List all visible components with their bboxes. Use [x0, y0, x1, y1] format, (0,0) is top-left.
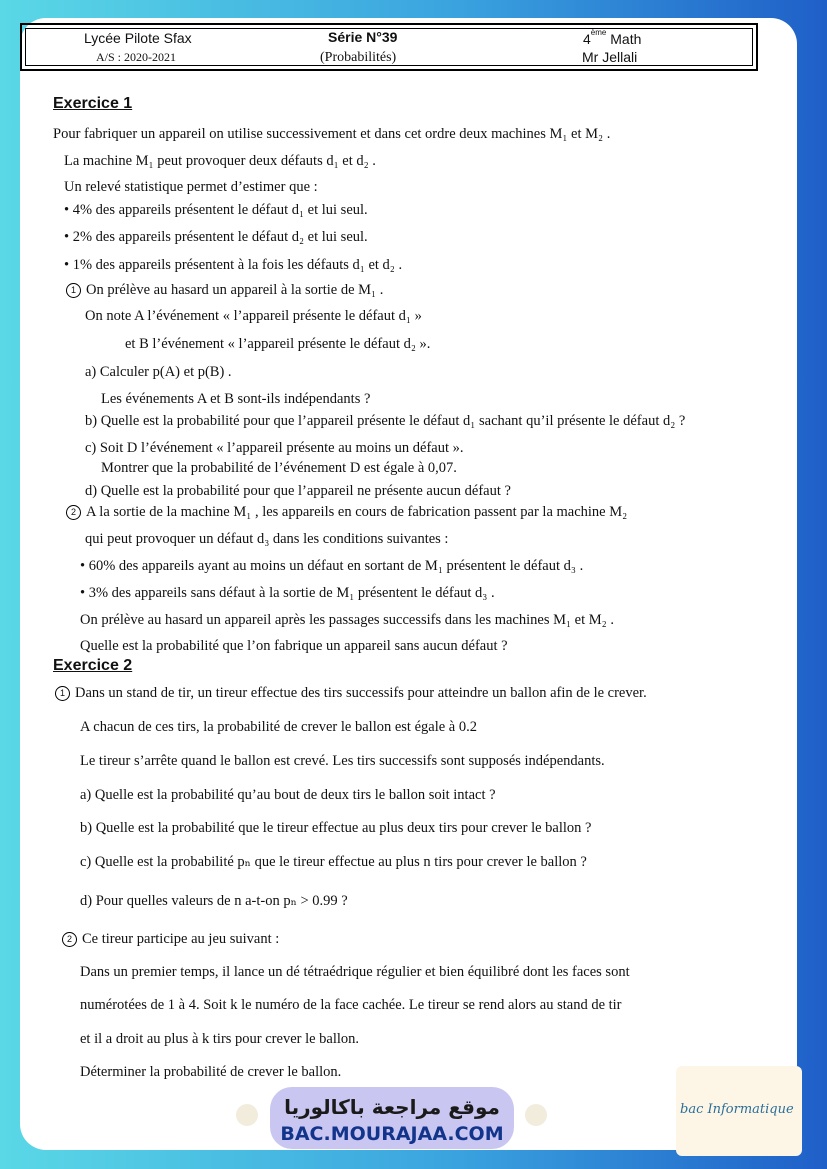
ex2-line: Le tireur s’arrête quand le ballon est crevé. Les tirs successifs sont supposés indépendants. [80, 753, 605, 769]
ex1-line: On prélève au hasard un appareil à la sortie de M₁ . [86, 282, 384, 298]
ex1-part-1 [66, 281, 383, 299]
exercise-1-title: Exercice 1 [53, 95, 133, 112]
ex1-part-2 [66, 503, 627, 521]
class-num: 4 [583, 31, 591, 47]
ex1-line: • 2% des appareils présentent le défaut d₂ et lui seul. [64, 229, 368, 245]
class-label [583, 28, 642, 47]
ex1-line: qui peut provoquer un défaut d₃ dans les conditions suivantes : [85, 531, 449, 547]
ex1-line: • 1% des appareils présentent à la fois les défauts d₁ et d₂ . [64, 257, 403, 273]
ex1-line: • 3% des appareils sans défaut à la sortie de M₁ présentent le défaut d₃ . [80, 585, 495, 601]
site-url[interactable]: BAC.MOURAJAA.COM [280, 1123, 504, 1145]
circled-number-1: 1 [55, 686, 70, 701]
ex1-line: a) Calculer p(A) et p(B) . [85, 364, 232, 380]
class-name: Math [610, 31, 642, 47]
ex2-line: Dans un premier temps, il lance un dé tétraédrique régulier et bien équilibré dont les faces sont [80, 964, 630, 980]
exercise-2-title: Exercice 2 [53, 657, 133, 674]
header-box [20, 23, 758, 71]
circled-number-1: 1 [66, 283, 81, 298]
ex2-part-1 [55, 684, 647, 702]
ex2-part-2 [62, 930, 279, 948]
ex2-line: a) Quelle est la probabilité qu’au bout de deux tirs le ballon soit intact ? [80, 787, 496, 803]
ex1-line: Les événements A et B sont-ils indépendants ? [101, 391, 371, 407]
bac-informatique-logo [676, 1066, 802, 1156]
ex1-line: A la sortie de la machine M₁ , les appareils en cours de fabrication passent par la machine M₂ [86, 504, 628, 520]
ex1-line: Un relevé statistique permet d’estimer que : [64, 179, 318, 195]
ex1-line: On prélève au hasard un appareil après les passages successifs dans les machines M₁ et M₂ . [80, 612, 614, 628]
ex1-line: b) Quelle est la probabilité pour que l’appareil présente le défaut d₁ sachant qu’il présente le défaut d₂ ? [85, 413, 686, 429]
site-badge[interactable] [270, 1087, 514, 1149]
series-topic: (Probabilités) [320, 50, 397, 65]
ex2-line: c) Quelle est la probabilité pₙ que le tireur effectue au plus n tirs pour crever le ballon ? [80, 854, 587, 870]
ex1-line: On note A l’événement « l’appareil présente le défaut d₁ » [85, 308, 422, 324]
ex2-line: Ce tireur participe au jeu suivant : [82, 931, 280, 947]
ex1-line: • 60% des appareils ayant au moins un défaut en sortant de M₁ présentent le défaut d₃ . [80, 558, 584, 574]
ex1-line: et B l’événement « l’appareil présente le défaut d₂ ». [125, 336, 431, 352]
ex2-line: d) Pour quelles valeurs de n a-t-on pₙ > 0.99 ? [80, 893, 348, 909]
school-name: Lycée Pilote Sfax [84, 30, 192, 46]
ex2-line: et il a droit au plus à k tirs pour crever le ballon. [80, 1031, 360, 1047]
ex1-line: d) Quelle est la probabilité pour que l’appareil ne présente aucun défaut ? [85, 483, 511, 499]
series-title: Série N°39 [328, 29, 398, 45]
ex1-line: Quelle est la probabilité que l’on fabrique un appareil sans aucun défaut ? [80, 638, 508, 654]
ex1-line: La machine M₁ peut provoquer deux défauts d₁ et d₂ . [64, 153, 376, 169]
ex2-line: A chacun de ces tirs, la probabilité de crever le ballon est égale à 0.2 [80, 719, 477, 735]
ex1-line: c) Soit D l’événement « l’appareil présente au moins un défaut ». [85, 440, 464, 456]
circled-number-2: 2 [62, 932, 77, 947]
bac-informatique-text: bac Informatique [680, 1102, 794, 1117]
teacher-name: Mr Jellali [582, 49, 638, 65]
ex2-line: Dans un stand de tir, un tireur effectue des tirs successifs pour atteindre un ballon afin de le crever. [75, 685, 647, 701]
circled-number-2: 2 [66, 505, 81, 520]
ex2-line: numérotées de 1 à 4. Soit k le numéro de la face cachée. Le tireur se rend alors au stand de tir [80, 997, 622, 1013]
site-logo-left-icon [236, 1104, 258, 1126]
school-year: A/S : 2020-2021 [96, 50, 177, 64]
ex2-line: b) Quelle est la probabilité que le tireur effectue au plus deux tirs pour crever le ballon ? [80, 820, 592, 836]
ex2-line: Déterminer la probabilité de crever le ballon. [80, 1064, 342, 1080]
ex1-line: Montrer que la probabilité de l’événement D est égale à 0,07. [101, 460, 457, 476]
class-sup: ème [590, 28, 607, 38]
site-logo-right-icon [525, 1104, 547, 1126]
ex1-line: Pour fabriquer un appareil on utilise successivement et dans cet ordre deux machines M₁ et M₂ . [53, 126, 611, 142]
ex1-line: • 4% des appareils présentent le défaut d₁ et lui seul. [64, 202, 368, 218]
site-arabic-name: موقع مراجعة باكالوريا [284, 1095, 500, 1119]
